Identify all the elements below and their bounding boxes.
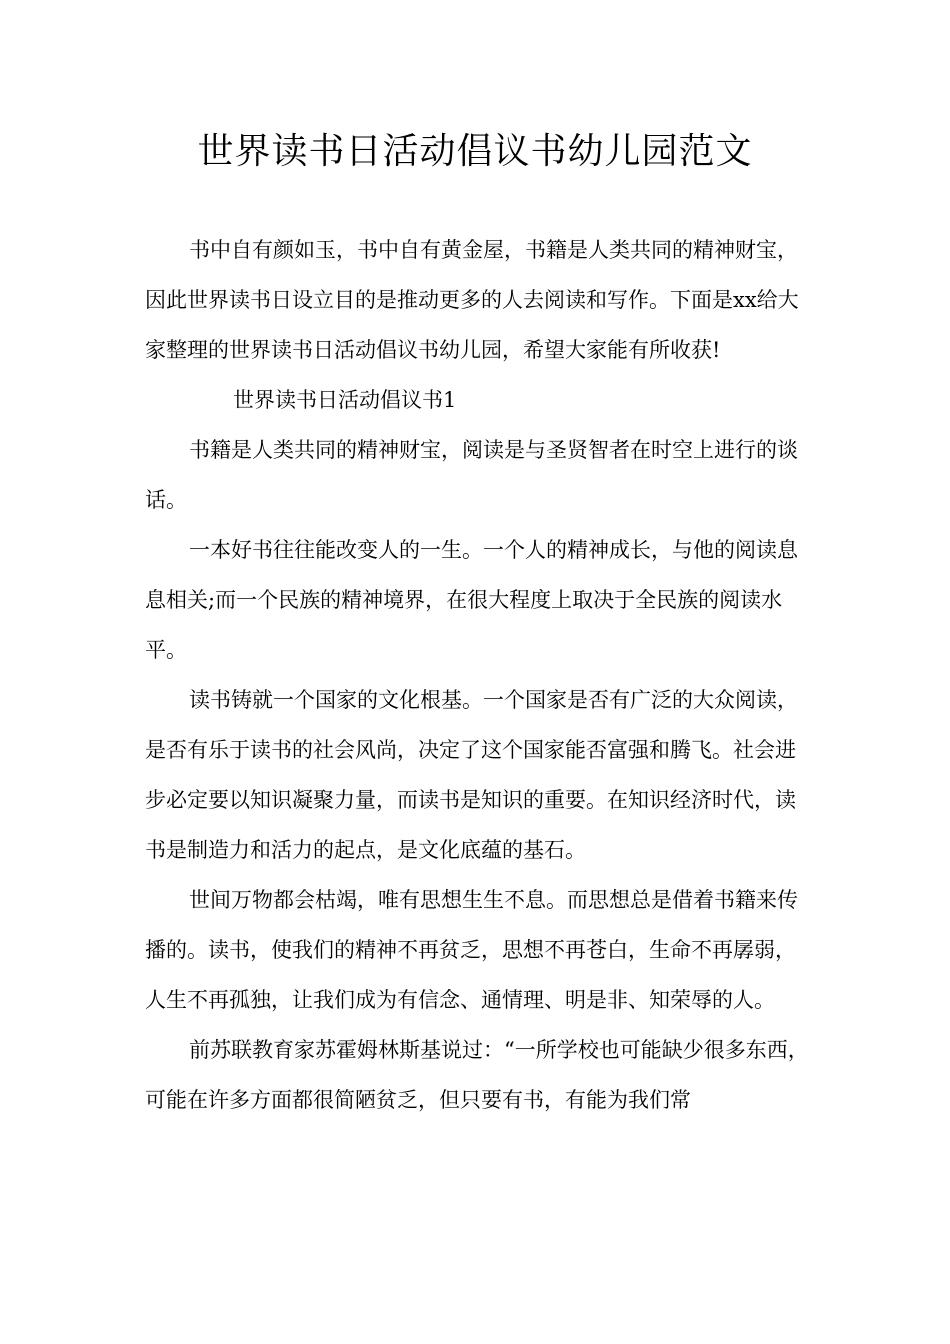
body-paragraph: 书籍是人类共同的精神财宝，阅读是与圣贤智者在时空上进行的谈话。 bbox=[145, 438, 798, 512]
section-heading: 世界读书日活动倡议书1 bbox=[233, 388, 457, 412]
intro-paragraph: 书中自有颜如玉，书中自有黄金屋，书籍是人类共同的精神财宝，因此世界读书日设立目的是推动更多的人去阅读和写作。下面是xx给大家整理的世界读书日活动倡议书幼儿园，希望大家能有所收获! bbox=[145, 238, 799, 362]
body-paragraph: 读书铸就一个国家的文化根基。一个国家是否有广泛的大众阅读，是否有乐于读书的社会风尚，决定了这个国家能否富强和腾飞。社会进步必定要以知识凝聚力量，而读书是知识的重要。在知识经济时代，读书是制造力和活力的起点，是文化底蕴的基石。 bbox=[145, 688, 798, 862]
body-paragraph: 一本好书往往能改变人的一生。一个人的精神成长，与他的阅读息息相关;而一个民族的精神境界，在很大程度上取决于全民族的阅读水平。 bbox=[145, 538, 798, 662]
body-paragraph: 前苏联教育家苏霍姆林斯基说过：“一所学校也可能缺少很多东西，可能在许多方面都很简陋贫乏，但只要有书，有能为我们常 bbox=[145, 1038, 809, 1112]
document-title: 世界读书日活动倡议书幼儿园范文 bbox=[197, 131, 753, 172]
body-paragraph: 世间万物都会枯竭，唯有思想生生不息。而思想总是借着书籍来传播的。读书，使我们的精神不再贫乏，思想不再苍白，生命不再孱弱，人生不再孤独，让我们成为有信念、通情理、明是非、知荣辱的人。 bbox=[145, 888, 798, 1012]
document-body bbox=[145, 225, 813, 1125]
